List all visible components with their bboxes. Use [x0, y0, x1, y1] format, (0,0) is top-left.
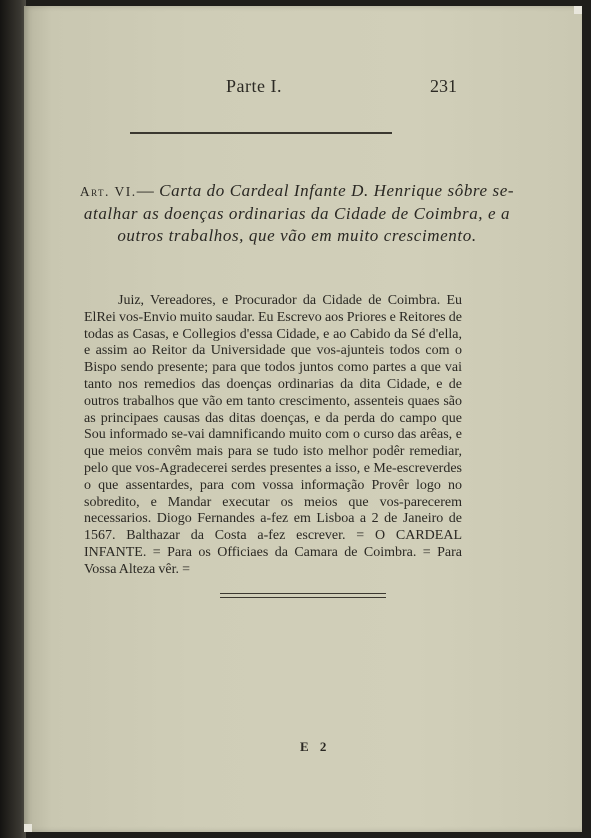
article-heading: Carta do Cardeal Infante D. Henrique sôbre se-atalhar as doenças ordinarias da Cidade de Coimbra, e a outros trabalhos, que vão em muito crescimento.: [83, 181, 515, 245]
signature-mark: E 2: [300, 739, 331, 754]
page-corner: [574, 6, 582, 14]
page-corner: [24, 824, 32, 832]
section-end-rule: [220, 593, 386, 598]
article-title: [62, 180, 532, 247]
article-label: Art. VI.: [79, 184, 137, 199]
header-part: Parte I.: [226, 76, 282, 96]
body-paragraph: Juiz, Vereadores, e Procurador da Cidade de Coimbra. Eu ElRei vos-Envio muito saudar. Eu Escrevo aos Priores e Reitores de todas as Casas, e Collegios d'essa Cidade, e ao Cabido da Sé d'ella, e assim ao Reitor da Universidade que vos-ajunteis todos com o Bispo sendo presente; para que todos juntos como partes a que vai tanto nos remedios das doenças ordinarias da dita Cidade, e de outros trabalhos que vão em tanto crescimento, assenteis quaes são as principaes causas das ditas doenças, e da perda do campo que Sou informado se-vai damnificando muito com o curso das arêas, e que meios convêm mais para se tudo isto melhor podêr remediar, pelo que vos-Agradecerei serdes presentes a isso, e Me-escreverdes o que assentardes, para com vossa informação Provêr logo no sobredito, e Mandar executar os meios que vos-parecerem necessarios. Diogo Fernandes a-fez em Lisboa a 2 de Janeiro de 1567. Balthazar da Costa a-fez escrever. = O CARDEAL INFANTE. = Para os Officiaes da Camara de Coimbra. = Para Vossa Alteza vêr. =: [84, 293, 462, 577]
running-header: [0, 76, 591, 100]
header-rule: [130, 132, 392, 134]
letter-body: [84, 293, 462, 579]
title-dash: —: [136, 181, 155, 200]
page-number: 231: [430, 76, 457, 96]
book-spine: [0, 0, 26, 838]
